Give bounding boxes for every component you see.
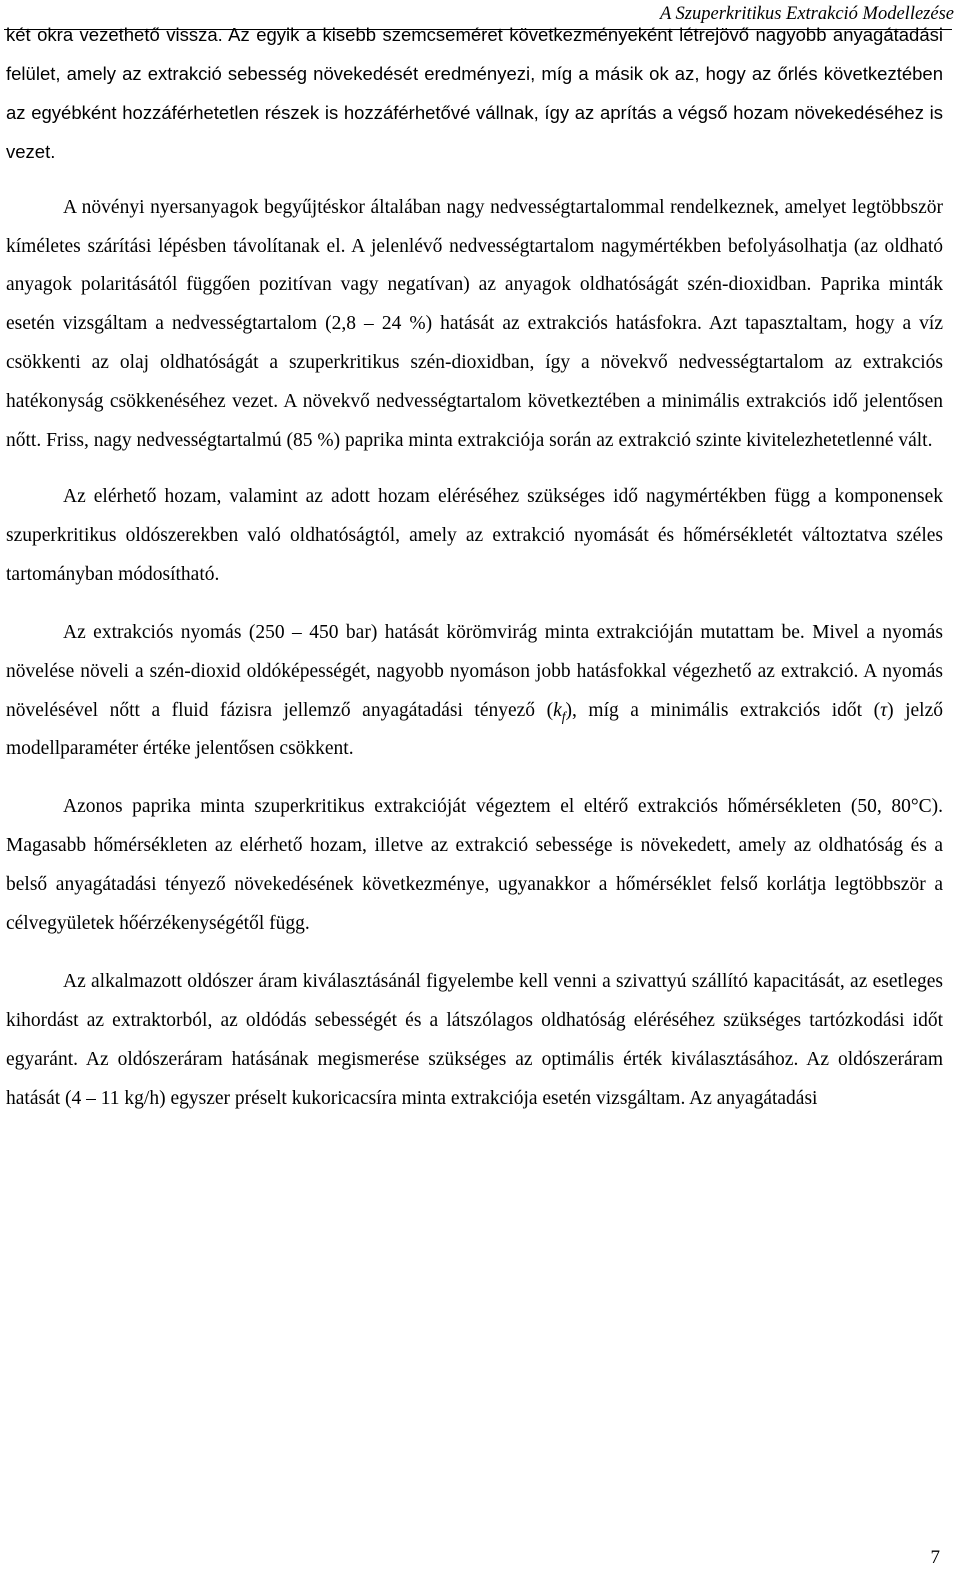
paragraph-6: Az alkalmazott oldószer áram kiválasztásánál figyelembe kell venni a szivattyú szállító kapacitását, az esetleges kihordást az extraktorból, az oldódás sebességét és a látszólagos oldhatóság eléréséhez szükséges tartózkodási időt egyaránt. Az oldószeráram hatásának megismerése szükséges az optimális érték kiválasztásához. Az oldószeráram hatását (4 – 11 kg/h) egyszer préselt kukoricacsíra minta extrakciója esetén vizsgáltam. Az anyagátadási (6, 970, 943, 1109)
paragraph-3: Az elérhető hozam, valamint az adott hozam eléréséhez szükséges idő nagymértékben függ a komponensek szuperkritikus oldószerekben való oldhatóságtól, amely az extrakció nyomását és hőmérsékletét változtatva széles tartományban módosítható. (6, 485, 943, 585)
tau-symbol: τ (880, 699, 888, 721)
k-symbol: k (553, 699, 562, 721)
paragraph-4-text-c: ) jelző modellparaméter értéke jelentősen csökkent. (6, 699, 943, 760)
paragraph-2: A növényi nyersanyagok begyűjtéskor általában nagy nedvességtartalommal rendelkeznek, amelyet legtöbbször kíméletes szárítási lépésben távolítanak el. A jelenlévő nedvességtartalom nagymértékben befolyásolhatja (az oldható anyagok polaritásától függően pozitívan vagy negatívan) az anyagok oldhatóságát szén-dioxidban. Paprika minták esetén vizsgáltam a nedvességtartalom (2,8 – 24 %) hatását az extrakciós hatásfokra. Azt tapasztaltam, hogy a víz csökkenti az olaj oldhatóságát a szuperkritikus szén-dioxidban, így a növekvő nedvességtartalom az extrakciós hatékonyság csökkenéséhez vezet. A növekvő nedvességtartalom következtében a minimális extrakciós idő jelentősen nőtt. Friss, nagy nedvességtartalmú (85 %) paprika minta extrakciója során az extrakció szinte kivitelezhetetlenné vált. (6, 196, 943, 452)
body-text (6, 16, 943, 1119)
mass-transfer-coefficient-symbol (553, 699, 566, 724)
running-header: A Szuperkritikus Extrakció Modellezése (659, 4, 954, 24)
paragraph-5: Azonos paprika minta szuperkritikus extrakcióját végeztem el eltérő extrakciós hőmérsékleten (50, 80°C). Magasabb hőmérsékleten az elérhető hozam, illetve az extrakció sebessége is növekedett, amely az oldhatóság és a belső anyagátadási tényező növekedésének következménye, ugyanakkor a hőmérséklet felső korlátja legtöbbször a célvegyületek hőérzékenységétől függ. (6, 796, 943, 935)
k-subscript: f (561, 708, 566, 724)
paragraph-4-text-b: ), míg a minimális extrakciós időt ( (565, 699, 881, 721)
paragraph-4-text-a: Az extrakciós nyomás (250 – 450 bar) hatását körömvirág minta extrakcióján mutattam be. Mivel a nyomás növelése növeli a szén-dioxid oldóképességét, nagyobb nyomáson jobb hatásfokkal végezhető az extrakció. A nyomás növelésével nőtt a fluid fázisra jellemző anyagátadási tényező ( (6, 621, 943, 721)
page-number: 7 (930, 1547, 940, 1568)
paragraph-1: két okra vezethető vissza. Az egyik a kisebb szemcseméret következményeként létrejövő nagyobb anyagátadási felület, amely az extrakció sebesség növekedését eredményezi, míg a másik ok az, hogy az őrlés következtében az egyébként hozzáférhetetlen részek is hozzáférhetővé vállnak, így az aprítás a végső hozam növekedéséhez is vezet. (6, 24, 943, 162)
paragraph-4 (6, 614, 943, 770)
